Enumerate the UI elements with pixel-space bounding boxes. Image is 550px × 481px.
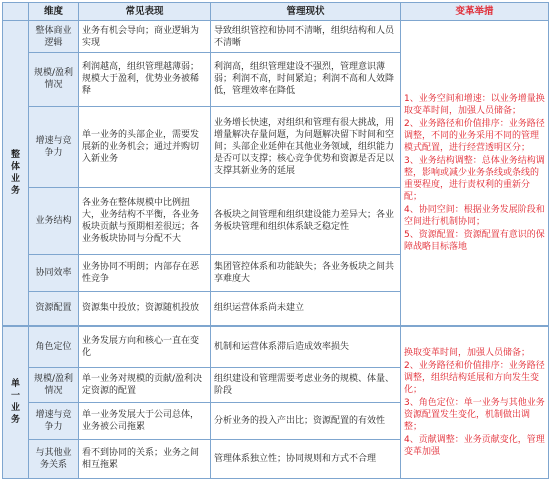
common-cell: 单一业务发展大于公司总体，业务被公司拖累 bbox=[79, 402, 211, 439]
reform-item: 4、协同空间：根据业务发展阶段和空间进行机制协同； bbox=[404, 204, 545, 227]
dimension-cell: 角色定位 bbox=[29, 326, 79, 368]
reform-item: 3、业务结构调整：总体业务结构调整，影响或减少业务条线或条线的重要程度，进行责权利的重新分配； bbox=[404, 155, 545, 202]
reform-item: 4、贡献调整：业务贡献变化，管理变革加强 bbox=[404, 434, 545, 457]
status-cell: 利润高，组织管理建设不强烈，管理意识薄弱；利润不高，时间紧迫；利润不高和人效降低，管理效率在降低 bbox=[211, 53, 401, 106]
status-cell: 各板块之间管理和组织建设能力差异大；各业务板块管理和组织体系缺乏稳定性 bbox=[211, 187, 401, 254]
header-status: 管理现状 bbox=[211, 3, 401, 21]
common-cell: 单一业务对规模的贡献/盈利决定资源的配置 bbox=[79, 367, 211, 402]
dimension-cell: 协同效率 bbox=[29, 254, 79, 291]
reform-item: 2、业务路径和价值排序：业务路径调整，不同的业务采用不同的管理模式配置，进行经营透明区分； bbox=[404, 118, 545, 153]
dimension-cell: 增速与竞争力 bbox=[29, 402, 79, 439]
reform-item: 1、业务空间和增速：以业务增量换取变革时间，加强人员储备； bbox=[404, 93, 545, 116]
common-cell: 利润越高，组织管理越薄弱；规模大于盈利，优势业务被稀释 bbox=[79, 53, 211, 106]
status-cell: 机制和运营体系滞后造成效率损失 bbox=[211, 326, 401, 368]
dimension-cell: 规模/盈利情况 bbox=[29, 53, 79, 106]
common-cell: 业务协同不明朗；内部存在恶性竞争 bbox=[79, 254, 211, 291]
header-common: 常见表现 bbox=[79, 3, 211, 21]
status-cell: 集团管控体系和功能缺失；各业务板块之间共享难度大 bbox=[211, 254, 401, 291]
reform-item: 5、资源配置：资源配置有意识的保障战略目标落地 bbox=[404, 229, 545, 252]
dimension-cell: 增速与竞争力 bbox=[29, 106, 79, 187]
table-row bbox=[3, 326, 549, 368]
dimension-cell: 规模/盈利情况 bbox=[29, 367, 79, 402]
status-cell: 导致组织管控和协同不清晰，组织结构和人员不清晰 bbox=[211, 21, 401, 53]
common-cell: 资源集中投放；资源随机投放 bbox=[79, 291, 211, 326]
status-cell: 分析业务的投入产出比；资源配置的有效性 bbox=[211, 402, 401, 439]
analysis-table bbox=[2, 2, 549, 479]
status-cell: 业务增长快速，对组织和管理有很大挑战，用增量解决存量问题，为问题解决留下时间和空间；头部企业延伸在其他业务领域，组织能力是否可以支撑；核心竞争优势和资源是否足以支撑其新业务的延展 bbox=[211, 106, 401, 187]
reform-item: 换取变革时间，加强人员储备； bbox=[404, 347, 531, 358]
status-cell: 管理体系独立性；协同规则和方式不合理 bbox=[211, 439, 401, 478]
common-cell: 业务发展方向和核心一直在变化 bbox=[79, 326, 211, 368]
dimension-cell: 整体商业逻辑 bbox=[29, 21, 79, 53]
common-cell: 看不到协同的关系；业务之间相互拖累 bbox=[79, 439, 211, 478]
header-dimension: 维度 bbox=[29, 3, 79, 21]
common-cell: 各业务在整体规模中比例扭大，业务结构不平衡，各业务板块贡献与预期相差很远；各业务板块协同与分配不大 bbox=[79, 187, 211, 254]
common-cell: 单一业务的头部企业，需要发展新的业务机会；通过并购切入新业务 bbox=[79, 106, 211, 187]
header-reform: 变革举措 bbox=[401, 3, 549, 21]
group-label: 单一业务 bbox=[3, 326, 29, 479]
table-row bbox=[3, 21, 549, 53]
reform-cell bbox=[401, 326, 549, 479]
dimension-cell: 资源配置 bbox=[29, 291, 79, 326]
common-cell: 业务有机会导向；商业逻辑为实现 bbox=[79, 21, 211, 53]
dimension-cell: 业务结构 bbox=[29, 187, 79, 254]
reform-item: 2、业务路径和价值排序：业务路径调整，组织结构延展和方向发生变化； bbox=[404, 360, 545, 395]
status-cell: 组织运营体系尚未建立 bbox=[211, 291, 401, 326]
corner-cell bbox=[3, 3, 29, 21]
status-cell: 组织建设和管理需要考虑业务的规模、体量、阶段 bbox=[211, 367, 401, 402]
reform-item: 3、角色定位：单一业务与其他业务资源配置发生变化，机制做出调整； bbox=[404, 397, 545, 432]
group-label: 整体业务 bbox=[3, 21, 29, 326]
reform-cell bbox=[401, 21, 549, 326]
dimension-cell: 与其他业务关系 bbox=[29, 439, 79, 478]
